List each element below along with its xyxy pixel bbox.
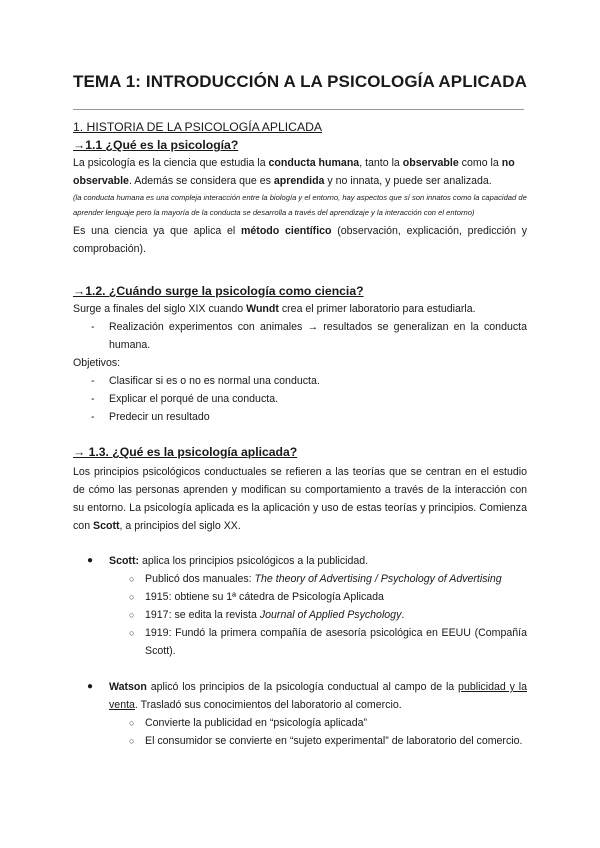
- list-item: ● Watson aplicó los principios de la psicología conductual al campo de la publicidad y la venta. Trasladó sus conocimientos del laboratorio al comercio.: [73, 678, 527, 714]
- page-title: TEMA 1: INTRODUCCIÓN A LA PSICOLOGÍA APLICADA: [73, 72, 528, 91]
- paragraph-metodo: Es una ciencia ya que aplica el método científico (observación, explicación, predicción y comprobación).: [73, 225, 527, 255]
- list-item: ○ 1915: obtiene su 1ª cátedra de Psicología Aplicada: [73, 588, 527, 606]
- list-item: ● Scott: aplica los principios psicológicos a la publicidad.: [73, 552, 527, 570]
- objetivos-label: Objetivos:: [73, 357, 121, 369]
- document-body: [73, 119, 527, 750]
- list-item: ○ El consumidor se convierte en “sujeto experimental” de laboratorio del comercio.: [73, 732, 527, 750]
- bullet-watson: [73, 678, 527, 750]
- paragraph-wundt: Surge a finales del siglo XIX cuando Wundt crea el primer laboratorio para estudiarla.: [73, 303, 476, 315]
- subsection-heading-1-3: → 1.3. ¿Qué es la psicología aplicada?: [73, 445, 298, 459]
- circle-bullet-icon: ○: [129, 718, 135, 728]
- bullet-icon: ●: [87, 555, 94, 566]
- circle-bullet-icon: ○: [129, 628, 135, 638]
- section-heading-historia: 1. HISTORIA DE LA PSICOLOGÍA APLICADA: [73, 120, 323, 134]
- title-divider: [73, 109, 524, 110]
- subsection-heading-1-2: →1.2. ¿Cuándo surge la psicología como ciencia?: [73, 284, 364, 298]
- list-item: ○ 1917: se edita la revista Journal of Applied Psychology.: [73, 606, 527, 624]
- note-conducta: (la conducta humana es una compleja interacción entre la biología y el entorno, hay aspectos que sí son innatos como la capacidad de aprender lenguaje pero la mayoría de la conducta se desarrolla a través del aprendizaje y la interacción con el entorno): [73, 193, 527, 217]
- list-item: - Explicar el porqué de una conducta.: [91, 393, 279, 405]
- list-item: ○ Convierte la publicidad en “psicología aplicada”: [73, 714, 527, 732]
- list-item: - Realización experimentos con animales → resultados se generalizan en la conducta humana.: [91, 321, 527, 351]
- bullet-icon: ●: [87, 681, 94, 692]
- list-item: ○ 1919: Fundó la primera compañía de asesoría psicológica en EEUU (Compañía Scott).: [73, 624, 527, 660]
- list-item: ○ Publicó dos manuales: The theory of Advertising / Psychology of Advertising: [73, 570, 527, 588]
- circle-bullet-icon: ○: [129, 736, 135, 746]
- dash-list-experimentos: [73, 318, 527, 354]
- list-item: - Predecir un resultado: [91, 411, 210, 423]
- paragraph-definicion: La psicología es la ciencia que estudia la conducta humana, tanto la observable como la no observable. Además se considera que es aprendida y no innata, y puede ser analizada.: [73, 157, 515, 187]
- list-item: - Clasificar si es o no es normal una conducta.: [91, 375, 320, 387]
- circle-bullet-icon: ○: [129, 610, 135, 620]
- dash-list-objetivos: [73, 372, 527, 426]
- circle-bullet-icon: ○: [129, 574, 135, 584]
- subsection-heading-1-1: →1.1 ¿Qué es la psicología?: [73, 138, 239, 152]
- bullet-scott: [73, 552, 527, 660]
- circle-bullet-icon: ○: [129, 592, 135, 602]
- paragraph-principios: Los principios psicológicos conductuales se refieren a las teorías que se centran en el estudio de cómo las personas aprenden y modifican su comportamiento a través de la interacción con su entorno. La psicología aplicada es la aplicación y uso de estas teorías y principios. Comienza con Scott, a principios del siglo XX.: [73, 466, 527, 532]
